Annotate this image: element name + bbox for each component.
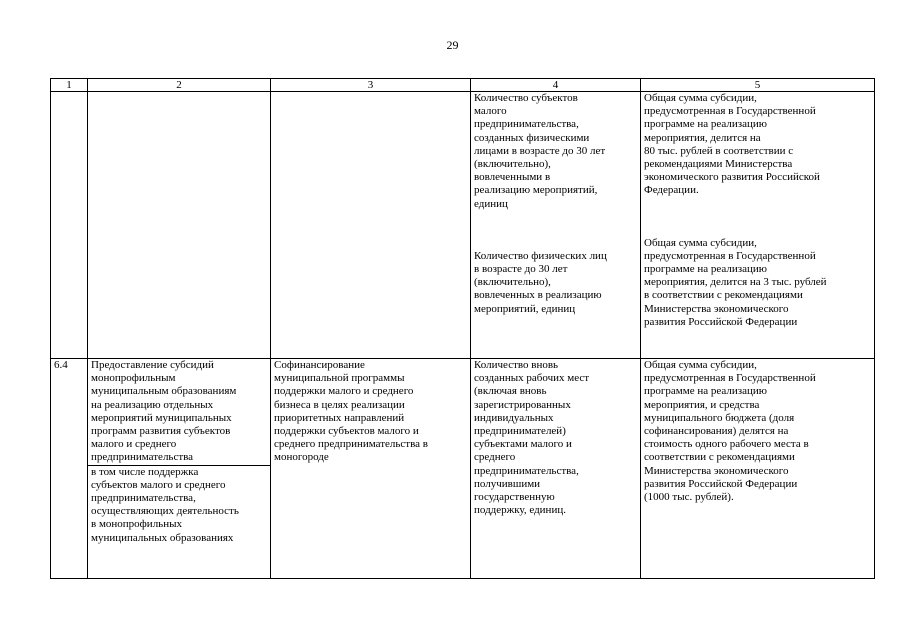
column-number-4: 4 xyxy=(471,79,641,92)
measure-description-cell xyxy=(88,359,271,579)
column-number-3: 3 xyxy=(271,79,471,92)
calculation-cell xyxy=(641,359,875,579)
row-number: 6.4 xyxy=(51,359,88,579)
row1-col2 xyxy=(88,92,271,359)
calculation-text: Общая сумма субсидии, предусмотренная в Государственной программе на реализацию мероприятия, делится на 80 тыс. рублей в соответствии с рекомендациями Министерства экономического развития Российской Федерации. xyxy=(644,92,820,197)
indicator-text: Количество субъектов малого предпринимательства, созданных физическими лицами в возрасте до 30 лет (включительно), вовлеченными в реализацию мероприятий, единиц xyxy=(474,92,606,210)
table-header-row xyxy=(51,79,875,92)
row1-col1 xyxy=(51,92,88,359)
spacer xyxy=(474,211,637,250)
column-number-5: 5 xyxy=(641,79,875,92)
spacer xyxy=(644,198,871,237)
goal-cell xyxy=(271,359,471,579)
calculation-text: Общая сумма субсидии, предусмотренная в Государственной программе на реализацию мероприятия, делится на 3 тыс. рублей в соответствии с рекомендациями Министерства экономического развития Российской Федерации xyxy=(644,236,827,328)
table-row xyxy=(51,92,875,359)
indicator-text: Количество вновь созданных рабочих мест (включая вновь зарегистрированных индивидуальных предпринимателей) субъектами малого и среднего предпринимательства, получившими государственную поддержку, единиц. xyxy=(474,359,590,517)
row1-col4 xyxy=(471,92,641,359)
table-row xyxy=(51,359,875,579)
indicator-cell xyxy=(471,359,641,579)
column-number-2: 2 xyxy=(88,79,271,92)
row1-col3 xyxy=(271,92,471,359)
measure-description: Предоставление субсидий монопрофильным муниципальным образованиям на реализацию отдельных мероприятий муниципальных программ развития субъектов малого и среднего предпринимательства xyxy=(91,359,237,464)
indicator-text: Количество физических лиц в возрасте до 30 лет (включительно), вовлеченных в реализацию мероприятий, единиц xyxy=(474,249,607,315)
column-number-1: 1 xyxy=(51,79,88,92)
document-table xyxy=(50,78,875,579)
measure-sub-description: в том числе поддержка субъектов малого и среднего предпринимательства, осуществляющих деятельность в монопрофильных муниципальных образованиях xyxy=(88,465,270,545)
calculation-text: Общая сумма субсидии, предусмотренная в Государственной программе на реализацию мероприятия, и средства муниципального бюджета (доля софинансирования) делятся на стоимость одного рабочего места в соответствии с рекомендациями Министерства экономического развития Российской Федерации (1000 тыс. рублей). xyxy=(644,359,816,504)
row1-col5 xyxy=(641,92,875,359)
goal-text: Софинансирование муниципальной программы поддержки малого и среднего бизнеса в целях реализации приоритетных направлений поддержки субъектов малого и среднего предпринимательства в моногороде xyxy=(274,359,428,464)
page-number: 29 xyxy=(446,38,459,52)
